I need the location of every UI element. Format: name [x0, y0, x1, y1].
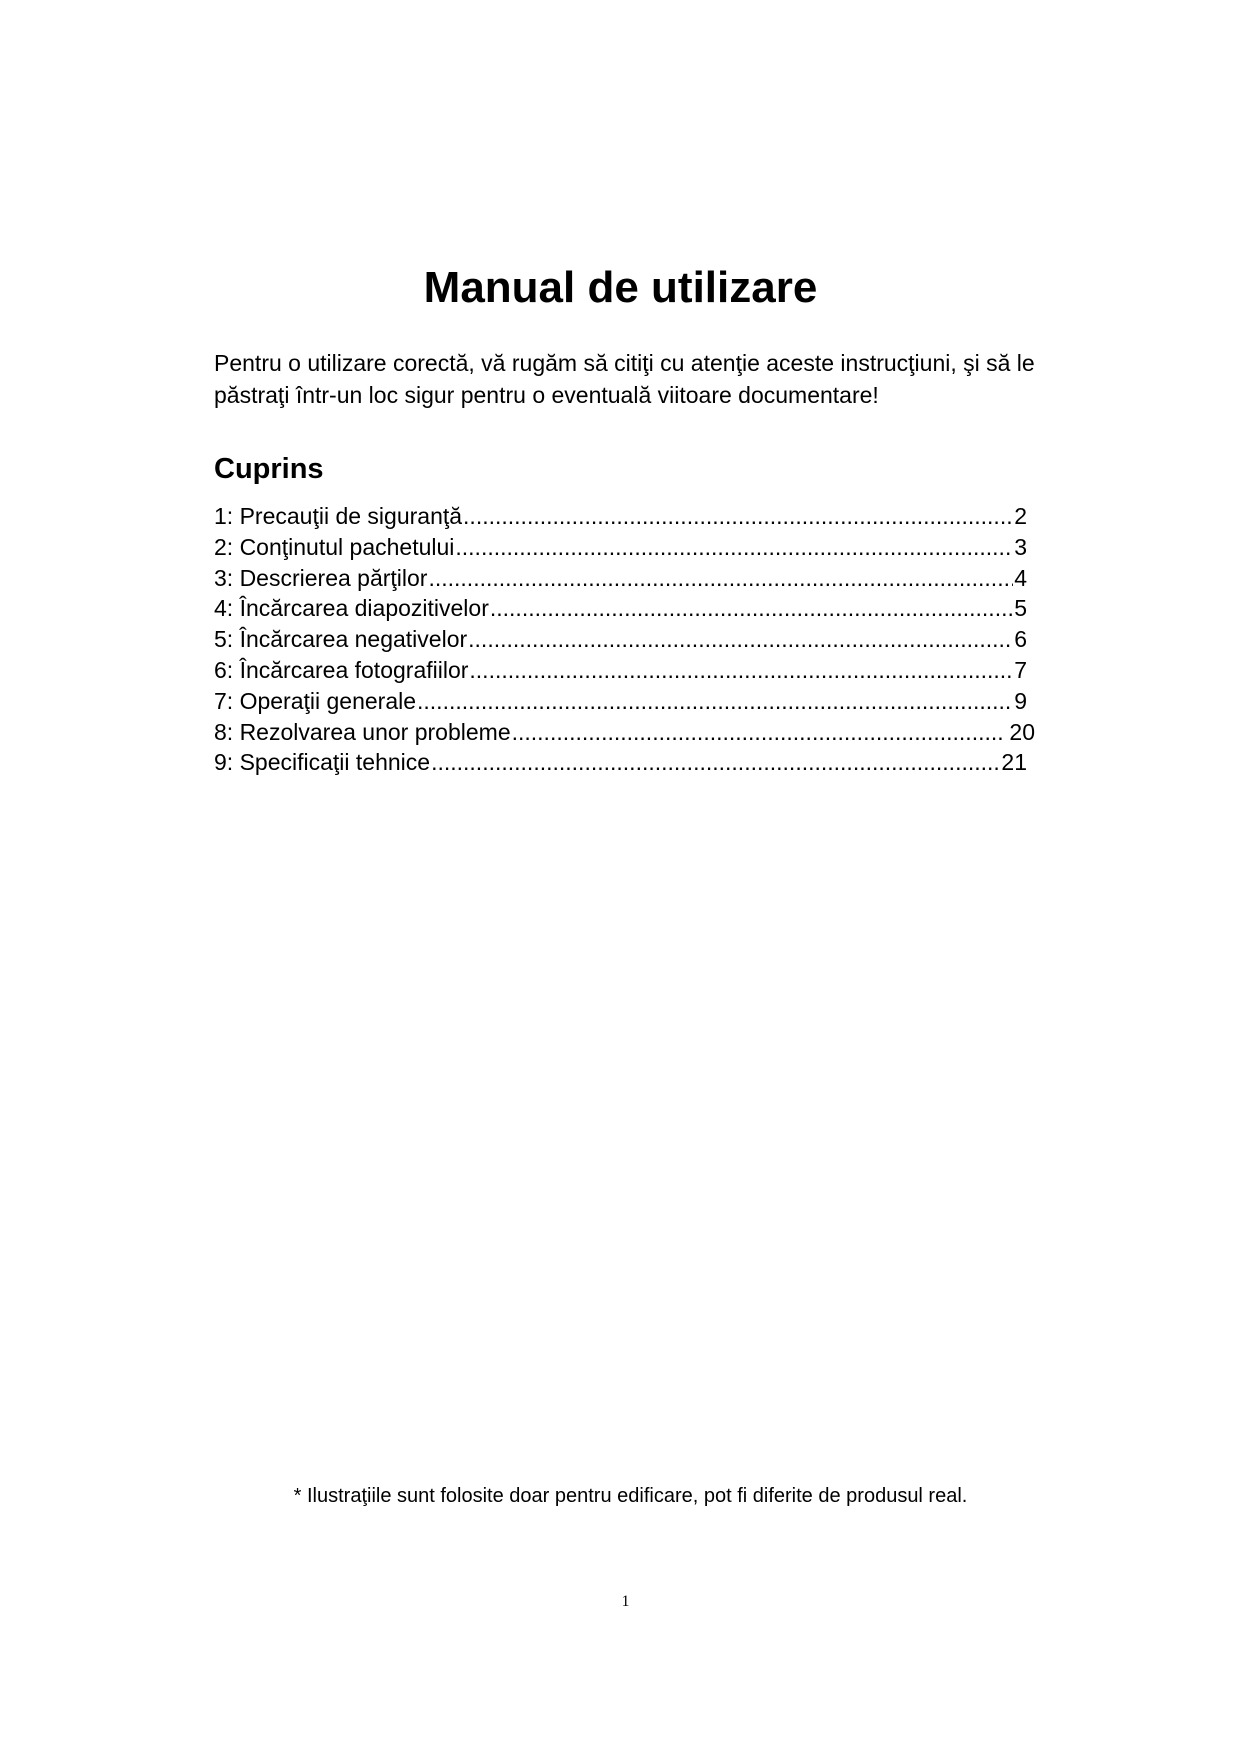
- toc-dot-leader: [455, 532, 1013, 563]
- toc-entry-label: 1: Precauţii de siguranţă: [214, 503, 463, 529]
- toc-entry: [214, 655, 1027, 686]
- toc-entry: [214, 532, 1027, 563]
- toc-dot-leader: [431, 747, 1000, 778]
- toc-entry: [214, 501, 1027, 532]
- toc-entry: [214, 747, 1027, 778]
- toc-dot-leader: [468, 624, 1013, 655]
- toc-entry-page: 7: [1014, 656, 1027, 683]
- toc-entry: [214, 563, 1027, 594]
- illustration-footnote: * Ilustraţiile sunt folosite doar pentru edificare, pot fi diferite de produsul real.: [293, 1485, 968, 1507]
- toc-dot-leader: [469, 655, 1013, 686]
- toc-entry-page: 21: [1001, 749, 1027, 776]
- toc-entry-label: 7: Operaţii generale: [214, 687, 417, 714]
- toc-entry-label: 3: Descrierea părţilor: [214, 564, 428, 591]
- toc-entry-label: 2: Conţinutul pachetului: [214, 533, 455, 560]
- toc-entry-label: 8: Rezolvarea unor probleme: [214, 718, 511, 745]
- toc-entry-page: 3: [1014, 533, 1027, 560]
- intro-paragraph: Pentru o utilizare corectă, vă rugăm să citiţi cu atenţie aceste instrucţiuni, şi să le păstraţi într-un loc sigur pentru o eventuală viitoare documentare!: [214, 350, 1035, 408]
- toc-entry: [214, 624, 1027, 655]
- page-number: 1: [621, 1593, 630, 1610]
- toc-entry-page: 5: [1014, 595, 1027, 622]
- toc-entry-label: 6: Încărcarea fotografiilor: [214, 656, 469, 683]
- toc-entry-label: 9: Specificaţii tehnice: [214, 749, 431, 776]
- toc-entry-page: 20: [1009, 718, 1035, 745]
- page-title: Manual de utilizare: [423, 263, 818, 312]
- toc-dot-leader: [417, 686, 1013, 717]
- toc-entry-page: 4: [1014, 564, 1027, 591]
- toc-entry-page: 2: [1014, 503, 1027, 529]
- toc-dot-leader: [512, 717, 1004, 748]
- toc-entry: [214, 593, 1027, 624]
- toc-entry: [214, 686, 1027, 717]
- toc-entry-label: 4: Încărcarea diapozitivelor: [214, 595, 489, 622]
- toc-entry-page: 9: [1014, 687, 1027, 714]
- toc-entry-page: 6: [1014, 626, 1027, 653]
- toc-entry-label: 5: Încărcarea negativelor: [214, 626, 468, 653]
- toc-dot-leader: [428, 563, 1013, 594]
- table-of-contents: [214, 501, 1035, 778]
- toc-dot-leader: [463, 501, 1013, 532]
- toc-dot-leader: [490, 593, 1013, 624]
- toc-heading: Cuprins: [214, 453, 324, 485]
- toc-entry: [214, 717, 1035, 748]
